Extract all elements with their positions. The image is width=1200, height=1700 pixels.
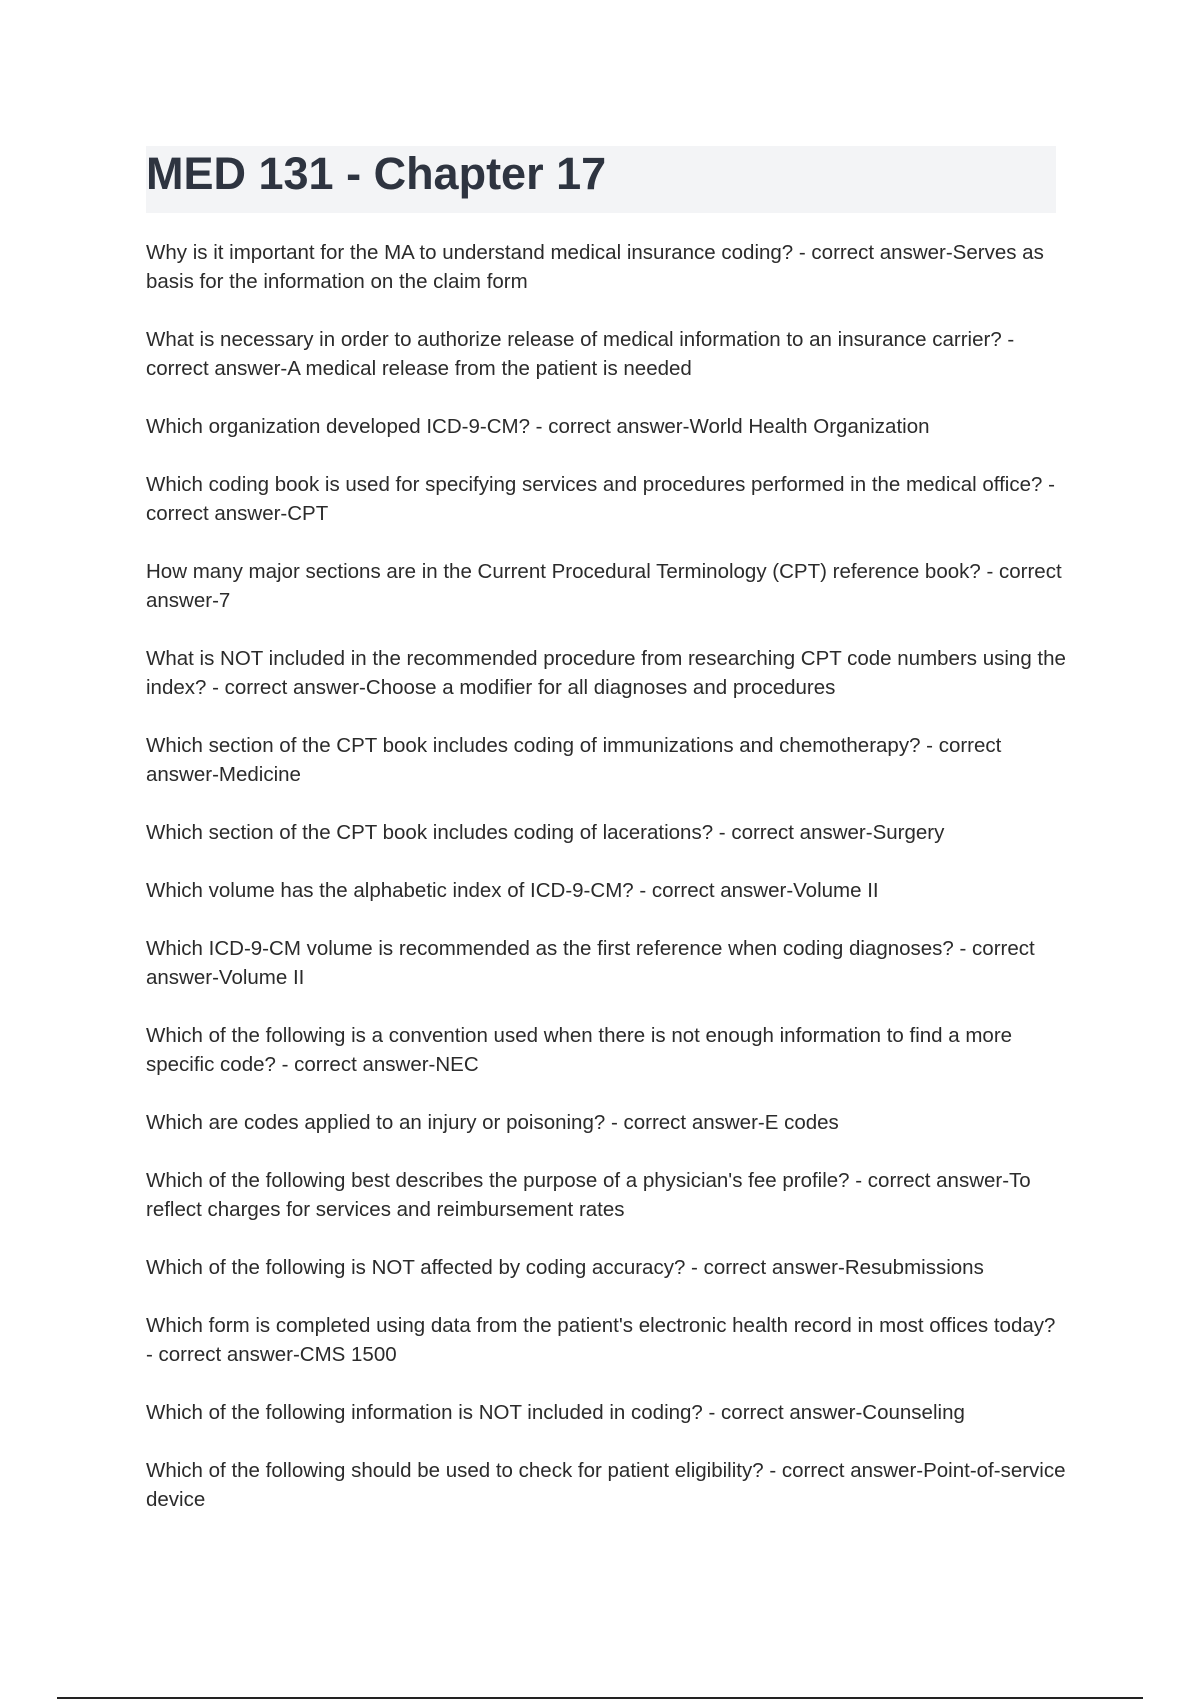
qa-item: Which are codes applied to an injury or poisoning? - correct answer-E codes [146, 1111, 839, 1134]
qa-item: What is NOT included in the recommended procedure from researching CPT code numbers using the index? - correct answer-Choose a modifier for all diagnoses and procedures [146, 647, 1066, 699]
question-answer-list [146, 238, 1066, 1543]
qa-item: Which of the following information is NOT included in coding? - correct answer-Counseling [146, 1401, 965, 1424]
qa-item: What is necessary in order to authorize release of medical information to an insurance carrier? - correct answer-A medical release from the patient is needed [146, 328, 1015, 380]
page-title: MED 131 - Chapter 17 [146, 148, 607, 199]
qa-item: Which of the following is NOT affected by coding accuracy? - correct answer-Resubmissions [146, 1256, 984, 1279]
qa-item: Which form is completed using data from the patient's electronic health record in most offices today? - correct answer-CMS 1500 [146, 1314, 1056, 1366]
qa-item: Which of the following best describes the purpose of a physician's fee profile? - correct answer-To reflect charges for services and reimbursement rates [146, 1169, 1031, 1221]
qa-item: How many major sections are in the Current Procedural Terminology (CPT) reference book? - correct answer-7 [146, 560, 1062, 612]
qa-item: Which of the following is a convention used when there is not enough information to find a more specific code? - correct answer-NEC [146, 1024, 1013, 1076]
qa-item: Which of the following should be used to check for patient eligibility? - correct answer-Point-of-service device [146, 1459, 1066, 1511]
qa-item: Which section of the CPT book includes coding of lacerations? - correct answer-Surgery [146, 821, 945, 844]
footer-divider [57, 1697, 1143, 1699]
title-banner [146, 146, 1056, 213]
qa-item: Which section of the CPT book includes coding of immunizations and chemotherapy? - correct answer-Medicine [146, 734, 1002, 786]
qa-item: Which coding book is used for specifying services and procedures performed in the medical office? - correct answer-CPT [146, 473, 1055, 525]
qa-item: Which volume has the alphabetic index of ICD-9-CM? - correct answer-Volume II [146, 879, 879, 902]
qa-item: Why is it important for the MA to understand medical insurance coding? - correct answer-Serves as basis for the information on the claim form [146, 241, 1044, 293]
qa-item: Which organization developed ICD-9-CM? - correct answer-World Health Organization [146, 415, 930, 438]
qa-item: Which ICD-9-CM volume is recommended as the first reference when coding diagnoses? - correct answer-Volume II [146, 937, 1035, 989]
